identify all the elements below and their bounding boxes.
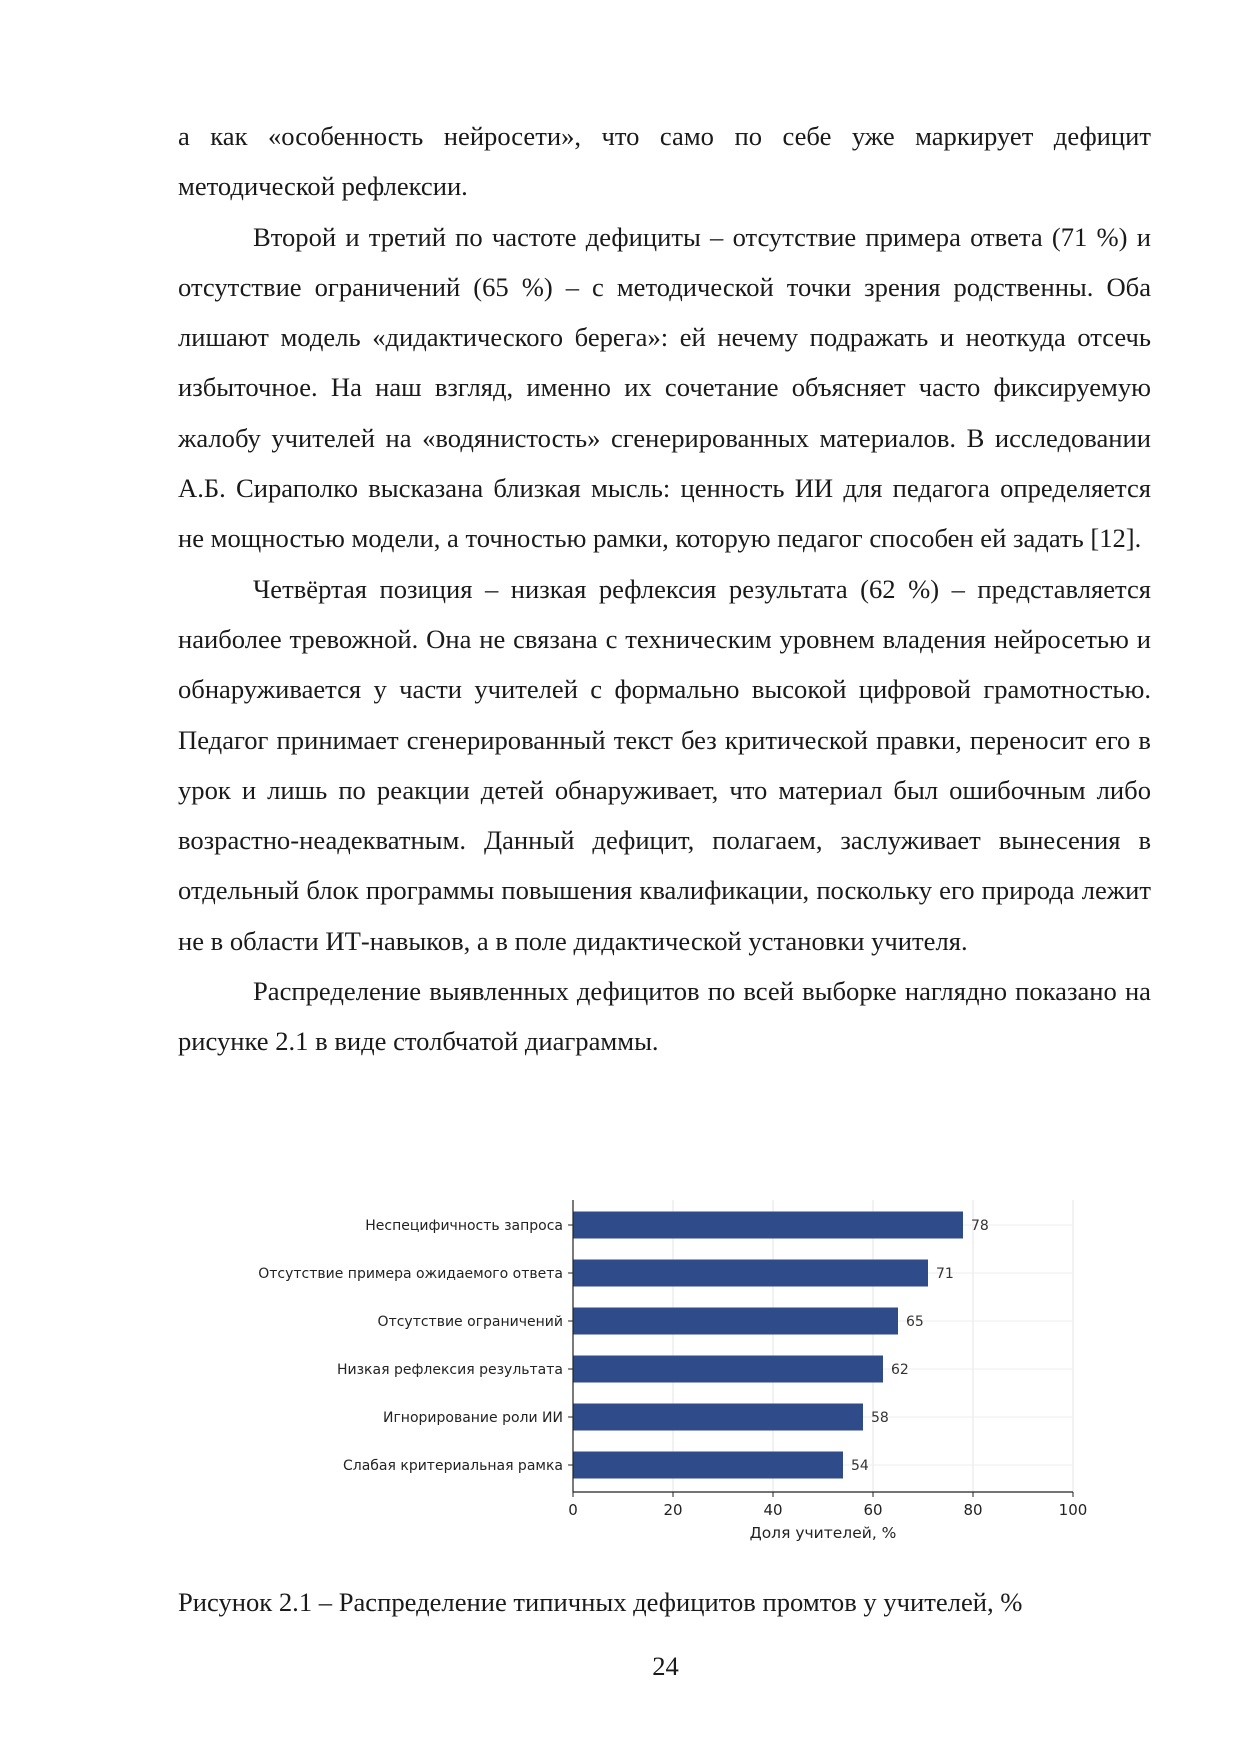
paragraph-3: Четвёртая позиция – низкая рефлексия результата (62 %) – представляется наиболее тревожной. Она не связана с техническим уровнем владения нейросетью и обнаруживается у части учителей с формально высокой цифровой грамотностью. Педагог принимает сгенерированный текст без критической правки, переносит его в урок и лишь по реакции детей обнаруживает, что материал был ошибочным либо возрастно-неадекватным. Данный дефицит, полагаем, заслуживает вынесения в отдельный блок программы повышения квалификации, поскольку его природа лежит не в области ИТ-навыков, а в поле дидактической установки учителя. [178,573,1151,956]
bar [573,1308,898,1335]
page-number: 24 [652,1651,679,1681]
x-tick-label: 0 [568,1501,578,1519]
grid-layer [573,1200,1073,1492]
figure-chart [0,1190,1241,1570]
x-tick-label: 20 [663,1501,683,1519]
figure-caption: Рисунок 2.1 – Распределение типичных дефицитов промтов у учителей, % [178,1587,1023,1617]
category-label: Отсутствие ограничений [377,1314,563,1330]
category-label: Отсутствие примера ожидаемого ответа [258,1266,563,1282]
category-label: Игнорирование роли ИИ [382,1410,563,1426]
paragraph-4: Распределение выявленных дефицитов по всей выборке наглядно показано на рисунке 2.1 в виде столбчатой диаграммы. [178,976,1151,1057]
category-label: Слабая критериальная рамка [342,1458,563,1474]
category-label: Низкая рефлексия результата [336,1362,563,1378]
category-label: Неспецифичность запроса [365,1218,563,1234]
bar [573,1452,843,1479]
body-text [178,111,1151,1067]
bar-value-label: 71 [936,1266,954,1282]
bar [573,1260,928,1287]
bar [573,1404,863,1431]
x-tick-label: 80 [963,1501,983,1519]
x-axis-label: Доля учителей, % [749,1524,897,1542]
bar-value-label: 65 [906,1314,924,1330]
paragraph-1: а как «особенность нейросети», что само по себе уже маркирует дефицит методической рефлексии. [178,121,1151,202]
bars-layer [573,1212,963,1479]
bar [573,1212,963,1239]
x-tick-label: 60 [863,1501,883,1519]
bar-value-label: 62 [891,1362,909,1378]
bar-chart [0,1190,1241,1570]
x-tick-label: 100 [1058,1501,1088,1519]
bar [573,1356,883,1383]
bar-value-label: 78 [971,1218,989,1234]
x-tick-label: 40 [763,1501,783,1519]
bar-value-label: 54 [851,1458,869,1474]
paragraph-2: Второй и третий по частоте дефициты – отсутствие примера ответа (71 %) и отсутствие ограничений (65 %) – с методической точки зрения родственны. Оба лишают модель «дидактического берега»: ей нечему подражать и неоткуда отсечь избыточное. На наш взгляд, именно их сочетание объясняет часто фиксируемую жалобу учителей на «водянистость» сгенерированных материалов. В исследовании А.Б. Сираполко высказана близкая мысль: ценность ИИ для педагога определяется не мощностью модели, а точностью рамки, которую педагог способен ей задать [12]. [178,221,1151,554]
bar-value-label: 58 [871,1410,889,1426]
